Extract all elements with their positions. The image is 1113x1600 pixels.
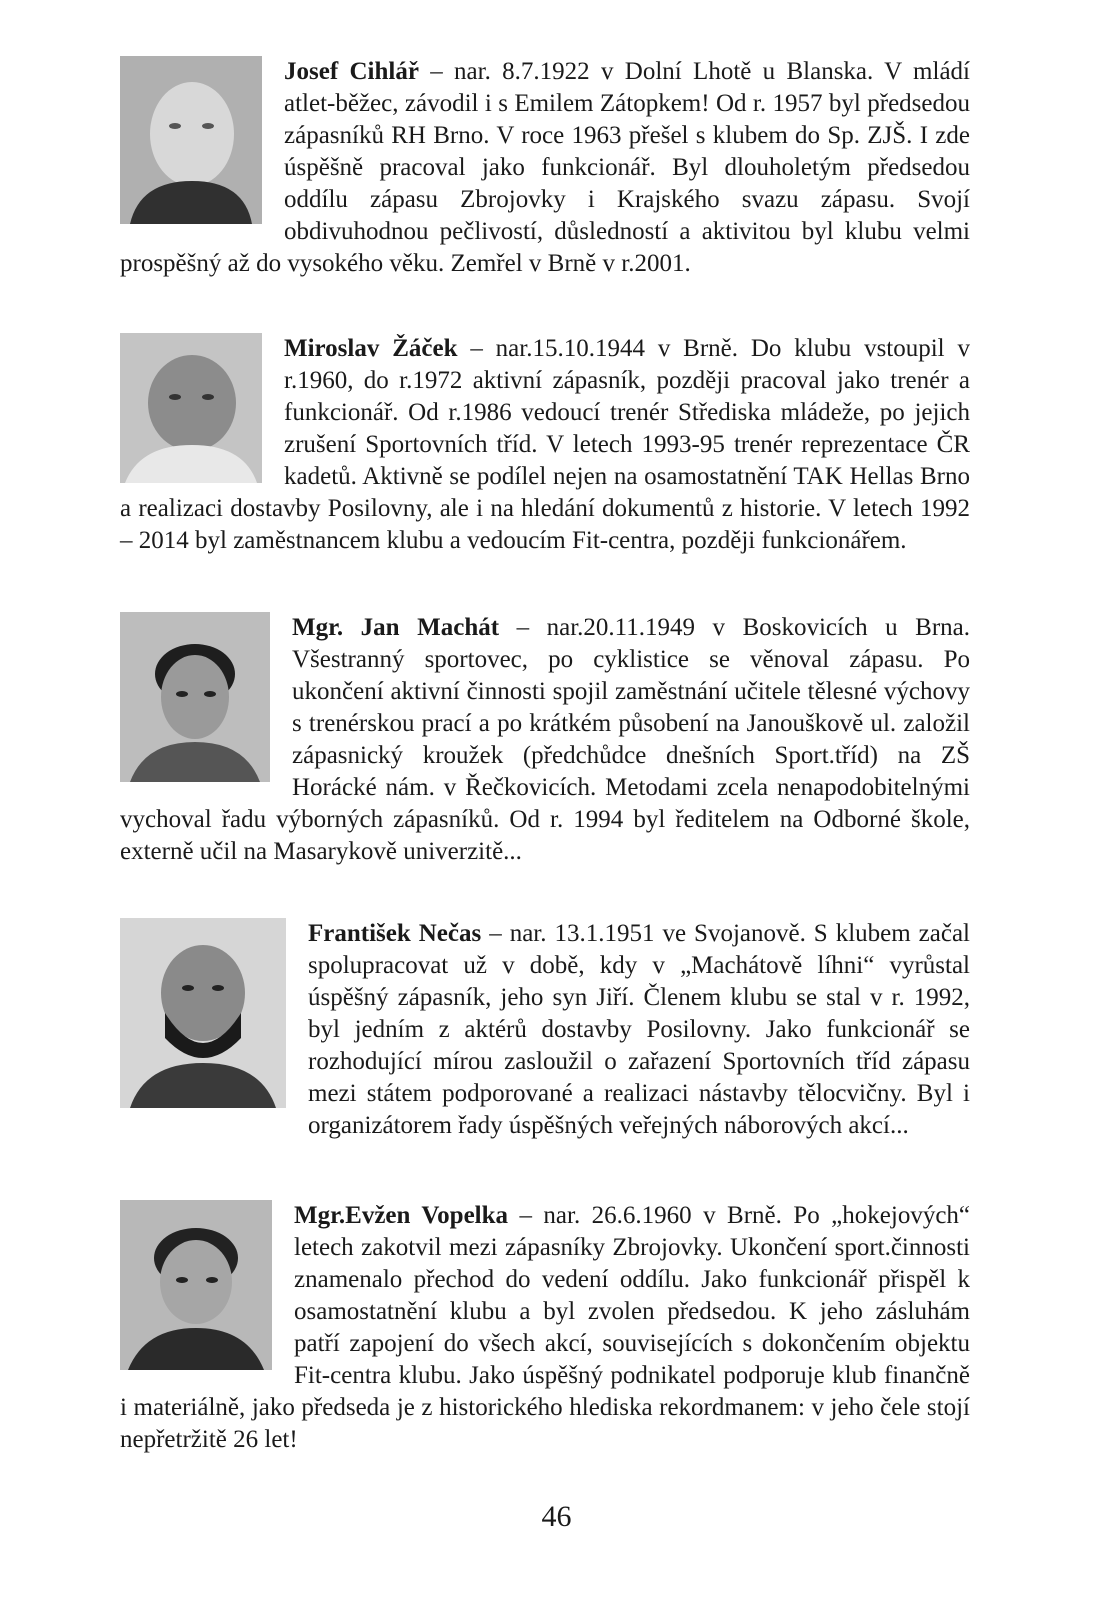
entry-frantisek-necas <box>120 918 970 1142</box>
portrait-icon <box>120 333 262 483</box>
page-number: 46 <box>541 1500 572 1533</box>
portrait-icon <box>120 918 286 1108</box>
portrait-icon <box>120 1200 272 1370</box>
portrait-photo <box>120 56 262 224</box>
portrait-icon <box>120 56 262 224</box>
person-name: Josef Cihlář <box>284 58 419 85</box>
person-name: František Nečas <box>308 920 482 947</box>
person-bio: – nar.20.11.1949 v Boskovicích u Brna. Všestranný sportovec, po cyklistice se věnoval zápasu. Po ukončení aktivní činnosti spojil zaměstnání učitele tělesné výchovy s trenérskou prací a po krátkém působení na Janouškově ul. založil zápasnický kroužek (předchůdce dnešních Sport.tříd) na ZŠ Horácké nám. v Řečkovicích. Metodami zcela nenapodobitelnými vychoval řadu výborných zápasníků. Od r. 1994 byl ředitelem na Odborné škole, externě učil na Masarykově univerzitě... <box>120 614 970 865</box>
person-bio: – nar.15.10.1944 v Brně. Do klubu vstoupil v r.1960, do r.1972 aktivní zápasník, později pracoval jako trenér a funkcionář. Od r.1986 vedoucí trenér Střediska mládeže, po jejich zrušení Sportovních tříd. V letech 1993-95 trenér reprezentace ČR kadetů. Aktivně se podílel nejen na osamostatnění TAK Hellas Brno a realizaci dostavby Posilovny, ale i na hledání dokumentů z historie. V letech 1992 – 2014 byl zaměstnancem klubu a vedoucím Fit-centra, později funkcionářem. <box>120 335 970 554</box>
entry-jan-machat <box>120 612 970 868</box>
portrait-photo <box>120 918 286 1108</box>
person-bio: – nar. 8.7.1922 v Dolní Lhotě u Blanska. V mládí atlet-běžec, závodil i s Emilem Zátopkem! Od r. 1957 byl předsedou zápasníků RH Brno. V roce 1963 přešel s klubem do Sp. ZJŠ. I zde úspěšně pracoval jako funkcionář. Byl dlouholetým předsedou oddílu zápasu Zbrojovky i Krajského svazu zápasu. Svojí obdivuhodnou pečlivostí, důsledností a aktivitou byl klubu velmi prospěšný až do vysokého věku. Zemřel v Brně v r.2001. <box>120 58 970 277</box>
person-bio: – nar. 13.1.1951 ve Svojanově. S klubem začal spolupracovat už v době, kdy v „Machátově líhni“ vyrůstal úspěšný zápasník, jeho syn Jiří. Členem klubu se stal v r. 1992, byl jedním z aktérů dostavby Posilovny. Jako funkcionář se rozhodující mírou zasloužil o zařazení Sportovních tříd zápasu mezi státem podporované a realizaci nástavby tělocvičny. Byl i organizátorem řady úspěšných veřejných náborových akcí... <box>308 920 970 1139</box>
person-bio: – nar. 26.6.1960 v Brně. Po „hokejových“ letech zakotvil mezi zápasníky Zbrojovky. Ukončení sport.činnosti znamenalo přechod do vedení oddílu. Jako funkcionář přispěl k osamostatnění klubu a byl zvolen předsedou. K jeho zásluhám patří zapojení do všech akcí, souvisejících s dokončením objektu Fit-centra klubu. Jako úspěšný podnikatel podporuje klub finančně i materiálně, jako předseda je z historického hlediska rekordmanem: v jeho čele stojí nepřetržitě 26 let! <box>120 1202 971 1453</box>
person-name: Mgr.Evžen Vopelka <box>294 1202 509 1229</box>
portrait-photo <box>120 333 262 483</box>
portrait-icon <box>120 612 270 782</box>
entry-evzen-vopelka <box>120 1200 970 1456</box>
person-name: Miroslav Žáček <box>284 335 458 362</box>
entry-josef-cihlar <box>120 56 970 280</box>
portrait-photo <box>120 612 270 782</box>
person-name: Mgr. Jan Machát <box>292 614 500 641</box>
entry-miroslav-zacek <box>120 333 970 557</box>
portrait-photo <box>120 1200 272 1370</box>
